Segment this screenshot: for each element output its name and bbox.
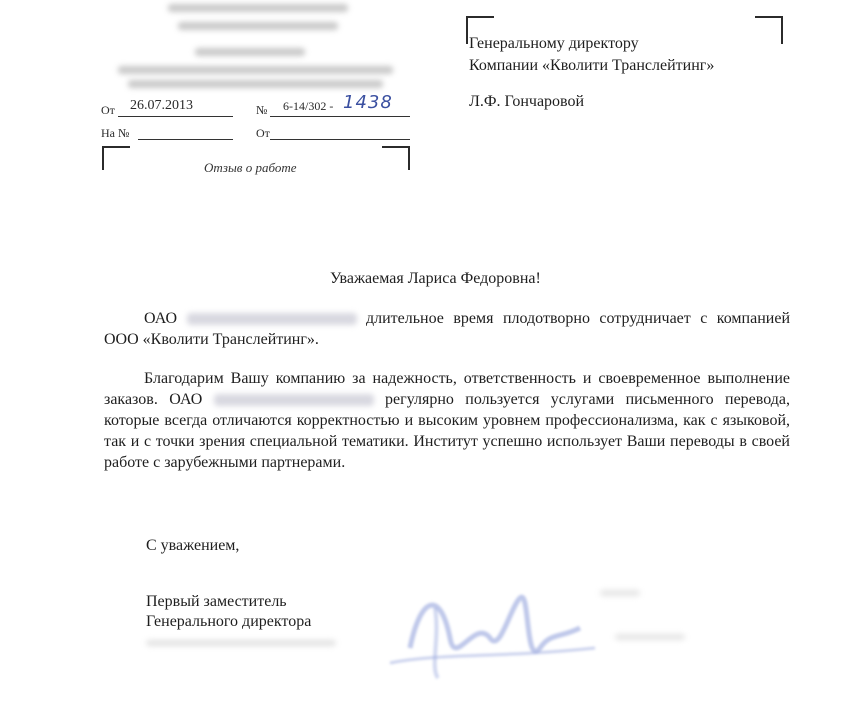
- document-number: 6-14/302 -: [283, 99, 334, 113]
- address-bracket-right: [755, 16, 783, 44]
- letterhead-line: [168, 4, 348, 12]
- paragraph-1-start: ОАО: [144, 310, 178, 327]
- letterhead-line: [178, 22, 338, 30]
- blurred-signature-name: [615, 634, 685, 640]
- signature-image: [380, 578, 610, 693]
- subject-bracket-left: [102, 146, 130, 170]
- redacted-company-name: [187, 313, 357, 325]
- addressee-company: Компании «Кволити Транслейтинг»: [469, 57, 715, 74]
- signatory-position: Первый заместитель: [146, 593, 287, 610]
- number-underline: [270, 116, 410, 117]
- signatory-block: [146, 592, 311, 632]
- letterhead-line: [118, 66, 393, 74]
- paragraph-2: [104, 368, 790, 473]
- paragraph-2-start: Благодарим Вашу компанию за надежность, ответственность и своевременное выполнение заказов. ОАО: [104, 370, 790, 408]
- from-date: 26.07.2013: [130, 98, 193, 113]
- paragraph-1-rest: длительное время плодотворно сотрудничает с компанией ООО «Кволити Транслейтинг».: [104, 310, 791, 348]
- paragraph-2-rest: регулярно пользуется услугами письменного перевода, которые всегда отличаются корректностью и высоким уровнем профессионализма, как с языковой, так и с точки зрения специальной тематики. Институт успешно использует Ваши переводы в своей работе с зарубежными партнерами.: [104, 391, 791, 471]
- greeting: Уважаемая Лариса Федоровна!: [330, 270, 541, 287]
- from-label: От: [101, 103, 115, 117]
- from-date-underline: [118, 116, 233, 117]
- signatory-position-2: Генерального директора: [146, 613, 312, 630]
- redacted-company-name: [214, 394, 374, 406]
- to-from-underline: [270, 139, 410, 140]
- addressee-name: Л.Ф. Гончаровой: [469, 93, 585, 110]
- addressee-title: Генеральному директору: [469, 35, 639, 52]
- handwritten-number: 1438: [343, 92, 393, 113]
- paragraph-1: [104, 308, 790, 350]
- to-number-label: На №: [101, 126, 130, 140]
- number-label: №: [256, 103, 268, 117]
- blurred-signature-note: [600, 590, 640, 596]
- subject-bracket-right: [382, 146, 410, 170]
- subject-line: Отзыв о работе: [204, 160, 297, 175]
- letterhead-line: [128, 80, 383, 88]
- closing: С уважением,: [146, 537, 240, 554]
- addressee-block: [469, 33, 714, 113]
- blurred-signatory-name: [146, 640, 336, 646]
- to-from-label: От: [256, 126, 270, 140]
- letterhead-line: [195, 48, 305, 56]
- to-number-underline: [138, 139, 233, 140]
